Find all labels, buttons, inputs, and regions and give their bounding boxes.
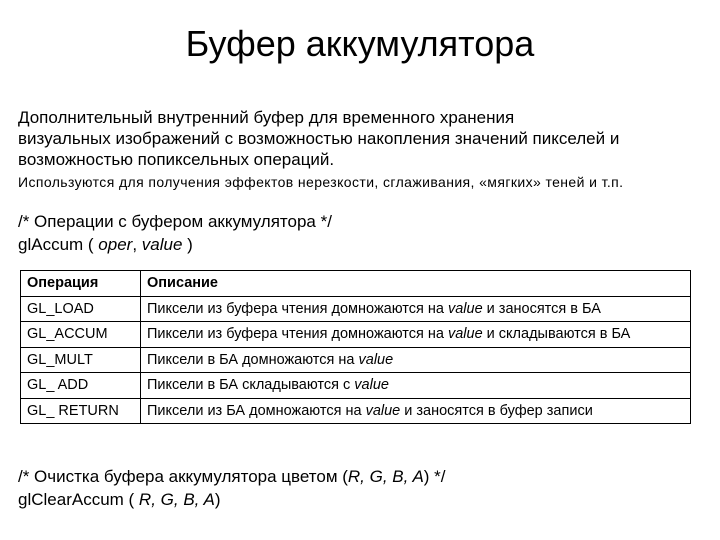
slide-title: Буфер аккумулятора bbox=[185, 23, 535, 64]
table-row bbox=[21, 398, 691, 424]
intro-paragraph bbox=[18, 107, 708, 170]
table-row bbox=[21, 322, 691, 348]
description-cell: Пиксели в БА домножаются на value bbox=[141, 347, 691, 373]
intro-line: Дополнительный внутренний буфер для временного хранения bbox=[18, 108, 515, 127]
clear-accum-code-block bbox=[18, 465, 708, 511]
description-cell: Пиксели из буфера чтения домножаются на value и складываются в БА bbox=[141, 322, 691, 348]
table-row bbox=[21, 373, 691, 399]
accum-signature: glAccum ( oper, value ) bbox=[18, 235, 193, 254]
param-rgba: R, G, B, A bbox=[138, 490, 215, 509]
operation-cell: GL_MULT bbox=[21, 347, 141, 373]
param-oper: oper bbox=[98, 235, 133, 254]
description-cell: Пиксели в БА складываются с value bbox=[141, 373, 691, 399]
usage-note: Используются для получения эффектов нерезкости, сглаживания, «мягких» теней и т.п. bbox=[18, 174, 624, 190]
column-header-operation: Операция bbox=[21, 271, 141, 297]
intro-line: возможностью попиксельных операций. bbox=[18, 150, 335, 169]
operation-cell: GL_ RETURN bbox=[21, 398, 141, 424]
clear-accum-comment: /* Очистка буфера аккумулятора цветом (R, G, B, A) */ bbox=[18, 467, 446, 486]
operation-cell: GL_ACCUM bbox=[21, 322, 141, 348]
description-cell: Пиксели из БА домножаются на value и заносятся в буфер записи bbox=[141, 398, 691, 424]
table-row bbox=[21, 296, 691, 322]
table-header-row bbox=[21, 271, 691, 297]
accum-code-block bbox=[18, 210, 708, 256]
table-row bbox=[21, 347, 691, 373]
function-name: glClearAccum bbox=[18, 490, 124, 509]
column-header-description: Описание bbox=[141, 271, 691, 297]
operation-cell: GL_ ADD bbox=[21, 373, 141, 399]
description-cell: Пиксели из буфера чтения домножаются на value и заносятся в БА bbox=[141, 296, 691, 322]
function-name: glAccum bbox=[18, 235, 84, 254]
param-value: value bbox=[141, 235, 183, 254]
clear-accum-signature: glClearAccum ( R, G, B, A) bbox=[18, 490, 221, 509]
operations-table bbox=[20, 270, 691, 424]
operation-cell: GL_LOAD bbox=[21, 296, 141, 322]
accum-comment: /* Операции с буфером аккумулятора */ bbox=[18, 212, 332, 231]
intro-line: визуальных изображений с возможностью накопления значений пикселей и bbox=[18, 129, 620, 148]
